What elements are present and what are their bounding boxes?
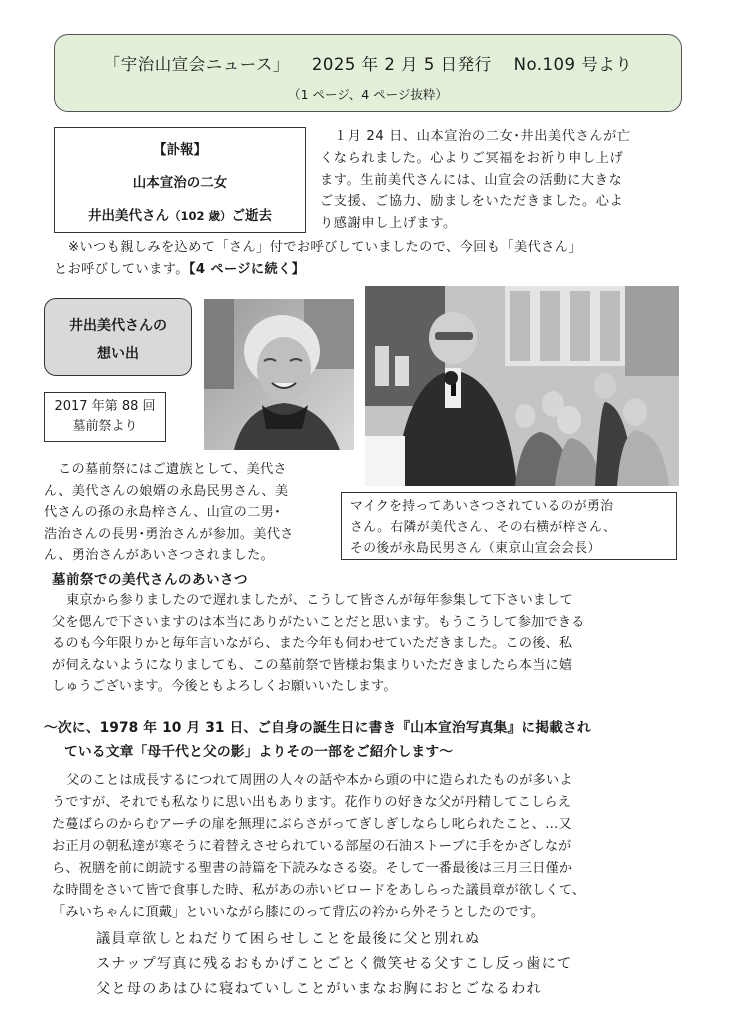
- greeting-line: るのも今年限りかと毎年言いながら、また今年も伺わせていただきました。この後、私: [52, 636, 573, 652]
- note-line-2: [54, 259, 582, 281]
- event-year-box: [44, 392, 166, 442]
- portrait-image: [204, 299, 354, 450]
- essay-line: た蔓ばらのからむアーチの扉を無理にぶらさがってぎしぎしならし叱られたこと、…又: [52, 817, 572, 832]
- caption-line: その後が永島民男さん（東京山宣会会長）: [350, 541, 601, 556]
- essay-line: な時間をさいて皆で食事した時、私があの赤いビロードをあしらった議員章が欲しくて、: [52, 883, 586, 898]
- obituary-title: 【訃報】: [153, 142, 207, 158]
- caption-line: マイクを持ってあいさつされているのが勇治: [350, 499, 614, 514]
- obituary-age: （102 歳）: [168, 209, 232, 223]
- essay-paragraph: [52, 770, 585, 924]
- poem-line: 父と母のあはひに寝ねていしことがいまなお胸におとごなるわれ: [96, 981, 542, 997]
- ceremony-line: この墓前祭にはご遺族として、美代さ: [58, 462, 288, 477]
- obituary-passed: ご逝去: [231, 208, 272, 224]
- poem-line: スナップ写真に残るおもかげことごとく微笑せる父すこし反っ歯にて: [96, 956, 573, 972]
- obituary-name: 井出美代さん: [87, 208, 169, 224]
- essay-line: 父のことは成長するにつれて周囲の人々の話や本から頭の中に造られたものが多いよ: [66, 773, 573, 788]
- greeting-paragraph: [52, 590, 584, 698]
- note-line: ※いつも親しみを込めて「さん」付でお呼びしていましたので、今回も「美代さん」: [68, 240, 582, 255]
- memories-title-line2: 想い出: [97, 346, 139, 362]
- obituary-relation: 山本宣治の二女: [132, 175, 228, 191]
- continued-link[interactable]: 【4 ページに続く】: [188, 261, 306, 277]
- ceremony-image: [365, 286, 679, 486]
- newsletter-header: [54, 34, 682, 112]
- issue-number: No.109 号より: [513, 55, 633, 74]
- ceremony-line: 浩治さんの長男･勇治さんが参加。美代さ: [44, 526, 294, 542]
- greeting-heading: 墓前祭での美代さんのあいさつ: [52, 572, 248, 588]
- memories-title-box: [44, 298, 192, 376]
- obituary-box: [54, 127, 306, 233]
- event-year: 2017 年第 88 回: [54, 399, 156, 414]
- intro-line: ます。生前美代さんには、山宣会の活動に大きな: [320, 172, 623, 188]
- essay-line: 「みいちゃんに頂戴」といいながら膝にのって背広の衿から外そうとしたのです。: [52, 905, 545, 920]
- intro-line: ご支援、ご協力、励ましをいただきました。心よ: [320, 194, 624, 210]
- intro-line: り感謝申し上げます。: [320, 216, 457, 232]
- ceremony-line: ん、勇治さんがあいさつされました。: [44, 548, 275, 563]
- essay-intro: [44, 716, 591, 764]
- essay-intro-line1: ～次に、1978 年 10 月 31 日、ご自身の誕生日に書き『山本宣治写真集』に掲載され: [44, 720, 591, 736]
- excerpt-note: （1 ページ、4 ページ抜粋）: [288, 87, 448, 102]
- greeting-line: 父を偲んで下さいますのは本当にありがたいことだと思います。もうこうして参加できる: [52, 614, 585, 630]
- obituary-name-line: [55, 204, 305, 224]
- photo-caption: [341, 492, 677, 560]
- greeting-line: しゅうございます。今後ともよろしくお願いいたします。: [52, 679, 397, 695]
- essay-line: うですが、それでも私なりに思い出もあります。花作りの好きな父が丹精してこしらえ: [52, 795, 572, 810]
- memories-title-line1: 井出美代さんの: [69, 318, 167, 334]
- essay-line: お正月の朝私達が寒そうに着替えさせられている部屋の石油ストーブに手をかざしなが: [52, 839, 572, 854]
- intro-line: １月 24 日、山本宣治の二女･井出美代さんが亡: [334, 129, 631, 144]
- essay-line: ら、祝膳を前に朗読する聖書の詩篇を下読みなさる姿。そして一番最後は三月三日僅か: [52, 861, 573, 876]
- greeting-line: 東京から参りましたので遅れましたが、こうして皆さんが毎年参集して下さいまして: [66, 593, 573, 608]
- honorific-note: [54, 237, 582, 281]
- note-line-end: とお呼びしています。: [54, 261, 189, 277]
- event-name: 墓前祭より: [72, 419, 138, 434]
- caption-line: さん。右隣が美代さん、その右横が梓さん、: [350, 520, 617, 535]
- intro-line: くなられました。心よりご冥福をお祈り申し上げ: [320, 150, 624, 166]
- issue-date: 2025 年 2 月 5 日発行: [311, 55, 492, 74]
- essay-intro-line2: ている文章「母千代と父の影」よりその一部をご紹介します～: [64, 744, 454, 760]
- greeting-line: が伺えないようになりましても、この墓前祭で皆様お集まりいただきましたら本当に嬉: [52, 657, 573, 673]
- poem-line: 議員章欲しとねだりて困らせしことを最後に父と別れぬ: [96, 931, 481, 947]
- intro-paragraph: [320, 126, 631, 235]
- ceremony-photo: [365, 286, 679, 486]
- newsletter-name: 「宇治山宣会ニュース」: [103, 55, 290, 74]
- header-title-line: [55, 51, 681, 75]
- ceremony-line: 代さんの孫の永島梓さん、山宣の二男･: [44, 505, 281, 520]
- ceremony-line: ん、美代さんの娘婿の永島民男さん、美: [44, 483, 289, 499]
- ceremony-paragraph: [44, 459, 294, 567]
- portrait-photo: [204, 299, 354, 450]
